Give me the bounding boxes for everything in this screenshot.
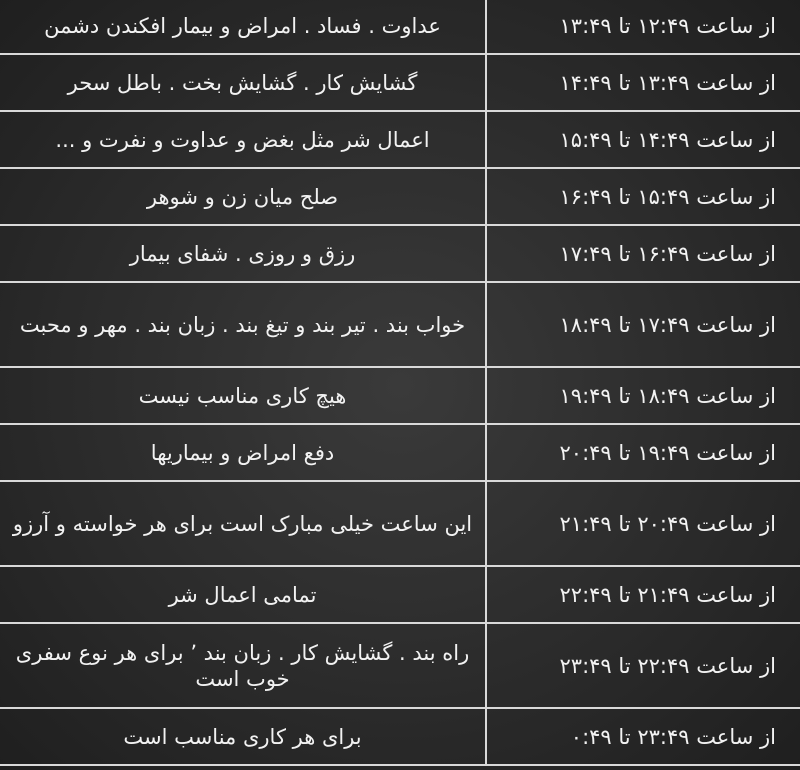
row-description: رزق و روزی . شفای بیمار — [0, 226, 487, 281]
row-time-range: از ساعت ۱۹:۴۹ تا ۲۰:۴۹ — [559, 440, 776, 465]
table-row — [0, 624, 800, 709]
row-description: برای هر کاری مناسب است — [0, 709, 487, 764]
row-description: راه بند . گشایش کار . زبان بند ٬ برای هر نوع سفری خوب است — [0, 624, 487, 707]
table-row — [0, 567, 800, 624]
row-time-range: از ساعت ۲۰:۴۹ تا ۲۱:۴۹ — [559, 511, 776, 536]
row-description: این ساعت خیلی مبارک است برای هر خواسته و آرزو — [0, 482, 487, 565]
row-description: صلح میان زن و شوهر — [0, 169, 487, 224]
row-time-range: از ساعت ۱۸:۴۹ تا ۱۹:۴۹ — [559, 383, 776, 408]
row-description: عداوت . فساد . امراض و بیمار افکندن دشمن — [0, 0, 487, 53]
row-time-range: از ساعت ۱۲:۴۹ تا ۱۳:۴۹ — [559, 13, 776, 38]
row-time-range: از ساعت ۱۶:۴۹ تا ۱۷:۴۹ — [559, 241, 776, 266]
table-row — [0, 169, 800, 226]
table-row — [0, 283, 800, 368]
row-time-range: از ساعت ۱۵:۴۹ تا ۱۶:۴۹ — [559, 184, 776, 209]
row-description: خواب بند . تیر بند و تیغ بند . زبان بند . مهر و محبت — [0, 283, 487, 366]
row-time-range: از ساعت ۲۳:۴۹ تا ۰:۴۹ — [570, 724, 776, 749]
row-time-range: از ساعت ۲۲:۴۹ تا ۲۳:۴۹ — [559, 653, 776, 678]
table-row — [0, 709, 800, 766]
row-time-range: از ساعت ۱۳:۴۹ تا ۱۴:۴۹ — [559, 70, 776, 95]
row-description: دفع امراض و بیماریها — [0, 425, 487, 480]
table-row — [0, 226, 800, 283]
table-row — [0, 112, 800, 169]
row-time-range: از ساعت ۱۴:۴۹ تا ۱۵:۴۹ — [559, 127, 776, 152]
table-row — [0, 0, 800, 55]
table-row — [0, 482, 800, 567]
row-time-range: از ساعت ۲۱:۴۹ تا ۲۲:۴۹ — [559, 582, 776, 607]
table-row — [0, 368, 800, 425]
row-description: هیچ کاری مناسب نیست — [0, 368, 487, 423]
row-description: گشایش کار . گشایش بخت . باطل سحر — [0, 55, 487, 110]
row-description: اعمال شر مثل بغض و عداوت و نفرت و ... — [0, 112, 487, 167]
table-row — [0, 425, 800, 482]
row-description: تمامی اعمال شر — [0, 567, 487, 622]
row-time-range: از ساعت ۱۷:۴۹ تا ۱۸:۴۹ — [559, 312, 776, 337]
table-row — [0, 55, 800, 112]
